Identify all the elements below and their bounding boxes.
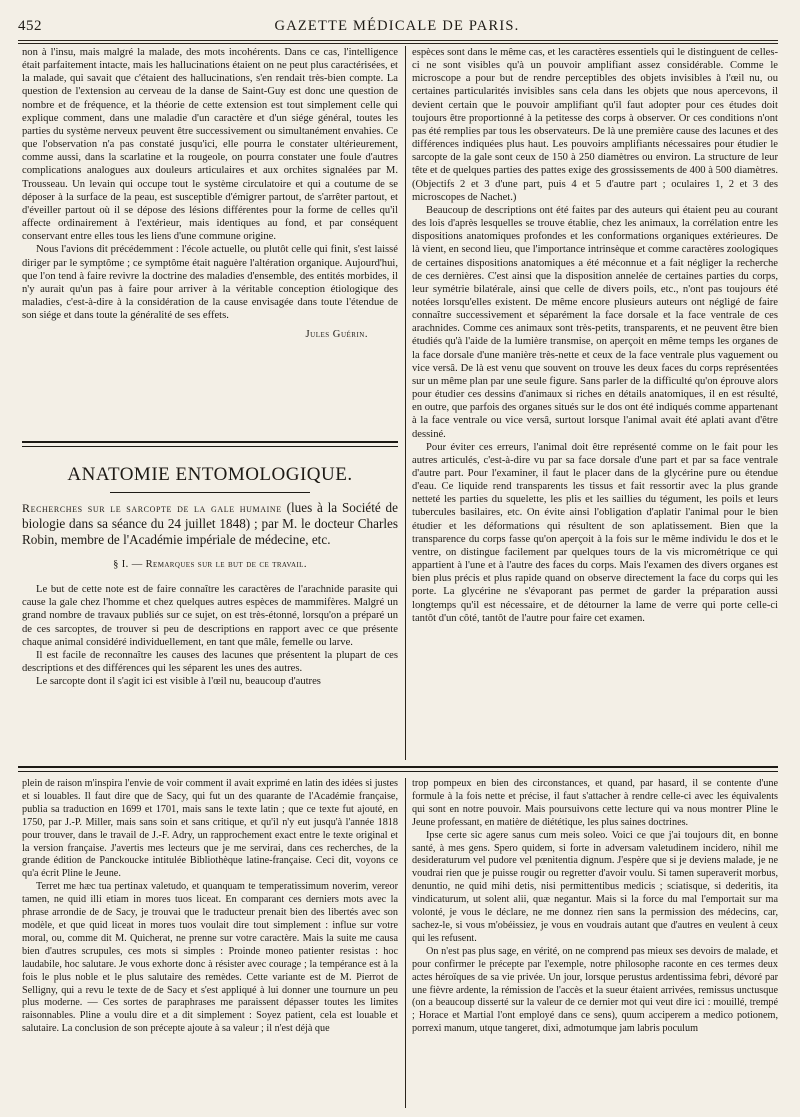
header-rule: [18, 40, 778, 44]
bottom-left-column: [22, 778, 398, 1036]
paragraph: plein de raison m'inspira l'envie de voir comment il avait exprimé en latin des idées si justes et si louables. Il faut dire que de Sacy, qui fut un des quarante de l'Académie française, publia sa traduction en 1699 et 1701, mais sans le texte latin ; que ce texte fut ajouté, en 1750, par J.-P. Miller, mais sans soin et sans critique, et qu'il n'y eut jusqu'à l'année 1818 pour trouver, dans le travail de J.-F. Adry, un rapprochement exact entre le texte original et la version française. J'avertis mes lecteurs que je me servirai, dans ces recherches, de la grande édition de Panckoucke intitulée Bibliothèque latine-française. Ceci dit, voyons ce qu'a écrit Pline le Jeune.: [22, 778, 398, 880]
paragraph: trop pompeux en bien des circonstances, et quand, par hasard, il se contente d'une formule à la fois nette et précise, il faut s'attacher à rendre celle-ci avec les équivalents qui sont en notre pouvoir. Mais poursuivons cette lecture qui va nous montrer Pline le Jeune professant, en matière de diététique, les plus saines doctrines.: [412, 778, 778, 828]
paragraph: On n'est pas plus sage, en vérité, on ne comprend pas mieux ses devoirs de malade, et pour confirmer le précepte par l'exemple, notre philosophe raconte en ces termes deux actes héroïques de sa vie privée. Un jour, lorsque perustus ardentissima febri, dévoré par une fièvre ardente, la rémission de l'accès et la sueur étaient arrivées, remissus unctusque (on a beaucoup disserté sur la valeur de ce dernier mot qui veut dire ici : mouillé, trempé ; Horace et Martial l'ont employé dans ce sens), quum acciperem a medico potionem, porrexi manum, utque tangeret, dixi, admotumque jam labris poculum: [412, 945, 778, 1035]
article-title: [22, 500, 398, 548]
paragraph: Il est facile de reconnaître les causes des lacunes que présentent la plupart de ces descriptions et des différences qui les séparent les unes des autres.: [22, 649, 398, 675]
paragraph: Nous l'avions dit précédemment : l'école actuelle, ou plutôt celle qui finit, s'est laissé diriger par le symptôme ; ce symptôme était naguère l'altération organique. Aujourd'hui, que l'on tend à faire revivre la doctrine des maladies d'ensemble, des entités morbides, il n'y aurait qu'un pas à faire pour arriver à la véritable conception étiologique des maladies, c'est-à-dire à la considération de la cause envisagée dans toute l'étendue de son siége et dans toute la généralité de ses effets.: [22, 244, 398, 322]
paragraph: non à l'insu, mais malgré la malade, des mots incohérents. Dans ce cas, l'intelligence était parfaitement intacte, mais les hallucinations étaient on ne peut plus caractérisées, et la malade, qui savait que c'étaient des hallucinations, s'en rendait très-bien compte. La question de l'extension au cerveau de la danse de Saint-Guy est donc une question de nombre et de fréquence, et la théorie de cette extension est tout simplement celle qui explique comment, dans une maladie d'un caractère et d'un siége général, toutes les parties du système nerveux peuvent être successivement ou simultanément envahies. Ce que l'observation n'a pas constaté jusqu'ici, elle pourra le constater ultérieurement, comme aussi, dans la scarlatine et la rougeole, on pourra constater une foule d'autres complications analogues aux douleurs articulaires et aux orchites signalées par M. Trousseau. Un levain qui occupe tout le système circulatoire et qui a coutume de se déposer à la surface de la peau, est susceptible d'émigrer partout, de s'arrêter partout, et d'éveiller partout où il se dépose des lésions différentes pour la forme de celles qu'il affecte ordinairement à l'extérieur, mais identiques au fond, et par conséquent conservant entre elles tous les liens d'une commune origine.: [22, 47, 398, 243]
section-separator: [22, 441, 398, 443]
bottom-right-column: [412, 778, 778, 1036]
paragraph: espèces sont dans le même cas, et les caractères essentiels qui le distinguent de celles-ci ne sont visibles qu'à un pouvoir amplifiant assez considérable. Comme le microscope a pour but de rendre perceptibles des objets invisibles à l'œil nu, ou certaines particularités invisibles sans cela dans les objets que nous apercevons, il devient certain que le pouvoir amplifiant qu'il faut adopter pour ces études doit toujours être proportionné à la petitesse des corps à observer. Or ces conditions n'ont pas été remplies par tous les observateurs. De là une première cause des lacunes et des différences indiquées plus haut. Les pouvoirs amplifiants nécessaires pour étudier le sarcopte de la gale sont ceux de 150 à 250 diamètres ou environ. La structure de leur tête et de quelques parties des pattes exige des grossissements de 400 à 500 diamètres. (Objectifs 2 et 3 d'une part, puis 4 et 5 d'autre part ; oculaires 1, 2 et 3 des microscopes de Nachet.): [412, 47, 778, 203]
feuilleton-rule: [18, 766, 778, 768]
paragraph: Terret me hæc tua pertinax valetudo, et quanquam te temperatissimum noverim, vereor tamen, ne quid illi etiam in mores tuos liceat. En comparant ces derniers mots avec la phrase arrondie de de Sacy, je trouvai que le traducteur prenait bien des libertés avec son modèle, et que quid liceat in mores tuos voulait dire tout simplement : influe sur votre moral, ou, comme dit M. Quicherat, ne prenne sur votre caractère. Mais la suite me causa bien d'autres scrupules, ces mots si simples : Proinde moneo patienter resistas : hoc laudabile, hoc salutare. Je vous exhorte donc à résister avec courage ; la tempérance est à la fois le plus noble et le plus salutaire des remèdes. Cette variante est de M. Pierrot de Selligny, qui a revu le texte de de Sacy et s'est appliqué à lui donner une tournure un peu plus moderne. — Ces sortes de paraphrases me paraissent dépasser toutes les limites raisonnables. Pline a voulu dire et a dit simplement : Soyez patient, cela est louable et salutaire. La conclusion de son précepte ajoute à sa valeur ; il n'est déjà que: [22, 881, 398, 1035]
page-number: 452: [18, 18, 42, 34]
top-right-column: [412, 46, 778, 625]
top-left-column: [22, 46, 398, 341]
column-divider: [405, 46, 406, 760]
page-header: [14, 16, 780, 38]
article-title-rest: (lues à la Société de biologie dans sa séance du 24 juillet 1848) ; par M. le docteur Charles Robin, membre de l'Académie impériale de médecine, etc.: [22, 500, 398, 547]
paragraph: Le but de cette note est de faire connaître les caractères de l'arachnide parasite qui cause la gale chez l'homme et chez quelques autres espèces de mammifères. Malgré un grand nombre de travaux publiés sur ce sujet, on est très-étonné, lorsqu'on a préparé un de ces sarcoptes, de trouver si peu de descriptions en rapport avec ce que présente chaque animal considéré individuellement, en tant que mâle, femelle ou larve.: [22, 584, 398, 648]
feuilleton-rule-thin: [18, 771, 778, 772]
paragraph: Le sarcopte dont il s'agit ici est visible à l'œil nu, beaucoup d'autres: [36, 676, 321, 688]
column-divider-bottom: [405, 778, 406, 1108]
article-column: [22, 500, 398, 688]
title-underline: [110, 492, 310, 493]
journal-title: GAZETTE MÉDICALE DE PARIS.: [274, 18, 520, 34]
paragraph: Ipse certe sic agere sanus cum meis soleo. Voici ce que j'ai toujours dit, en bonne santé, à mes gens. Spero quidem, si forte in adversam valetudinem incidero, nihil me desideraturum vel pudore vel pœnitentia dignum. J'espère que si je deviens malade, je ne voudrai rien que je puisse rougir ou regretter d'avoir voulu. Si tamen superaverit morbus, denuntio, ne quid mihi detis, nisi permittentibus medicis ; sciatisque, si dederitis, ita vindicaturum, ut solent alii, quæ negantur. Mais si la force du mal l'emportait sur ma volonté, je vous le déclare, ne me donnez rien sans la permission des médecins, car, sachez-le, si vous m'obéissiez, je vous en voudrais autant que d'autres en veulent à ceux qui les refusent.: [412, 829, 778, 944]
paragraph: Beaucoup de descriptions ont été faites par des auteurs qui étaient peu au courant des lois d'après lesquelles se trouve établie, chez les animaux, la corrélation entre les dispositions anatomiques profondes et les conformations organiques extérieures. De là vient, en second lieu, que l'importance intrinsèque et comme caractères zoologiques de certaines dispositions anatomiques a été méconnue et a fait négliger la recherche de ces dernières. C'est ainsi que la disposition annelée de certaines parties du corps, leur symétrie bilatérale, ainsi que celle de divers poils, etc., n'ont pas toujours été notées lorsqu'elles existent. De même encore plusieurs auteurs ont négligé de faire connaître successivement et séparément la face dorsale et la face ventrale de ces arachnides. Comme ces animaux sont très-petits, transparents, et ne peuvent être bien étudiés qu'à l'aide de la lumière transmise, on aperçoit en même temps les organes de la face dorsale d'une manière très-nette et ceux de la face ventrale plus vaguement ou vice versâ. De là est venu que souvent on trouve les deux faces du corps représentées sur un même plan par une seule figure. Sans parler de la difficulté qu'on éprouve alors pour étudier ces dessins d'animaux si riches en détails anatomiques, il en est résulté, en outre, que parfois des organes situés sur le dos ont été indiqués comme appartenant à la face ventrale ou vice versâ, surtout lorsque l'animal avait été aplati avant d'être dessiné.: [412, 204, 778, 440]
subsection-heading: § I. — Remarques sur le but de ce travail.: [113, 559, 307, 570]
author-signature: Jules Guérin.: [305, 329, 368, 341]
article-title-lead: Recherches sur le sarcopte de la gale humaine: [22, 501, 282, 515]
section-title: ANATOMIE ENTOMOLOGIQUE.: [67, 464, 353, 485]
paragraph: Pour éviter ces erreurs, l'animal doit être représenté comme on le fait pour les autres articulés, c'est-à-dire vu par sa face dorsale d'une part et par sa face ventrale d'autre part. Pour l'examiner, il faut le placer dans de la glycérine pure ou étendue d'eau. Ce liquide rend transparents les tissus et fait ressortir avec la plus grande netteté les parties du squelette, les plis et les saillies du tégument, les poils et leurs tubercules basilaires, etc. On évite ainsi l'obligation d'aplatir l'animal pour le bien étudier et les déformations qui résultent de son aplatissement. Bien que la transparence du corps fasse qu'on aperçoit à la fois sur le même individu le dos et le ventre, on distingue facilement par quelques tours de la vis micrométrique ce qui appartient à l'une et à l'autre des faces du corps. Mais l'examen des divers organes est bien plus précis et plus rapide quand on observe directement la face du corps qui les porte. La glycérine ne s'évaporant pas permet de garder la préparation aussi longtemps qu'il est nécessaire, et de détourner la lame de verre qui porte celle-ci tantôt d'un côté, tantôt de l'autre pour faire cet examen.: [412, 441, 778, 624]
section-separator-thin: [22, 446, 398, 447]
